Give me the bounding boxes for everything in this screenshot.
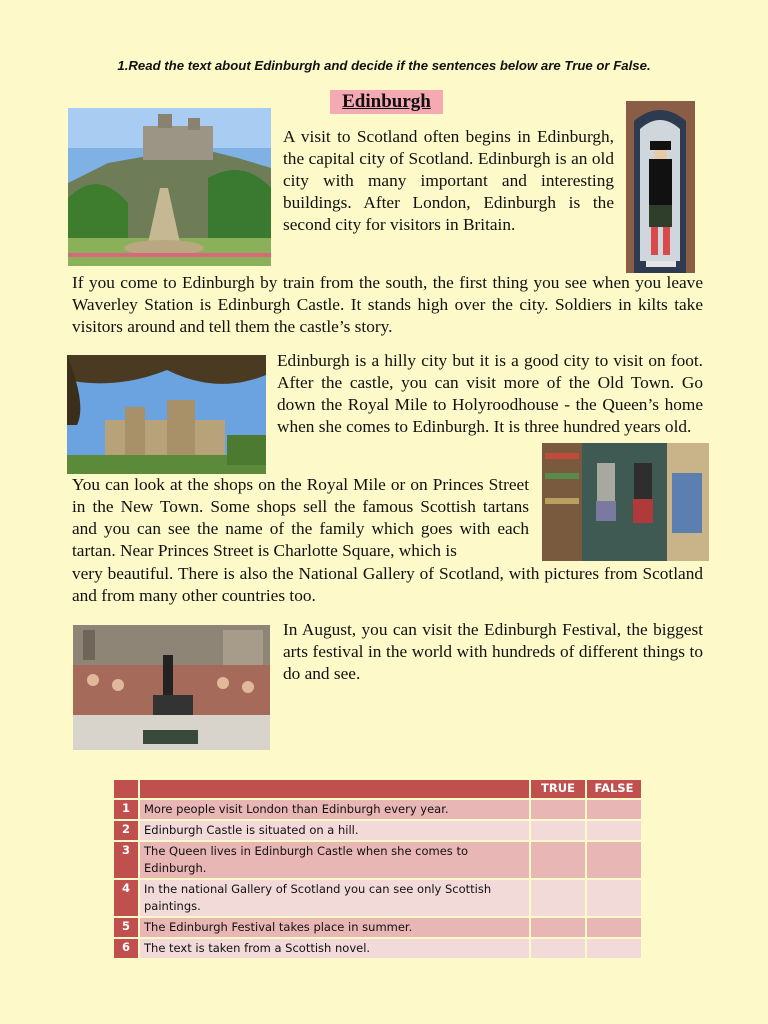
header-false: FALSE	[587, 780, 641, 798]
table-row	[114, 800, 641, 819]
statement-text: Edinburgh Castle is situated on a hill.	[140, 821, 529, 840]
true-answer-cell[interactable]	[531, 821, 585, 840]
table-row	[114, 939, 641, 958]
row-number: 1	[114, 800, 138, 819]
header-statement-cell	[140, 780, 529, 798]
row-number: 5	[114, 918, 138, 937]
paragraph-intro: A visit to Scotland often begins in Edinburgh, the capital city of Scotland. Edinburgh is an old city with many important and interesting buildings. After London, Edinburgh is the second city for visitors in Britain.	[283, 127, 614, 234]
header-number-cell	[114, 780, 138, 798]
paragraph-castle: If you come to Edinburgh by train from the south, the first thing you see when you leave Waverley Station is Edinburgh Castle. It stands high over the city. Soldiers in kilts take visitors around and tell them the castle’s story.	[72, 273, 703, 336]
statement-text: The Queen lives in Edinburgh Castle when she comes to Edinburgh.	[140, 842, 529, 878]
true-answer-cell[interactable]	[531, 800, 585, 819]
table-header-row	[114, 780, 641, 798]
table-row	[114, 918, 641, 937]
table-row	[114, 842, 641, 878]
row-number: 4	[114, 880, 138, 916]
guard-photo	[626, 101, 695, 273]
true-answer-cell[interactable]	[531, 918, 585, 937]
statement-text: In the national Gallery of Scotland you can see only Scottish paintings.	[140, 880, 529, 916]
tartan-shop-photo	[542, 443, 709, 561]
paragraph-festival: In August, you can visit the Edinburgh Festival, the biggest arts festival in the world with hundreds of different things to do and see.	[283, 620, 703, 683]
paragraph-gallery: very beautiful. There is also the National Gallery of Scotland, with pictures from Scotland and from many other countries too.	[72, 564, 703, 605]
header-true: TRUE	[531, 780, 585, 798]
false-answer-cell[interactable]	[587, 918, 641, 937]
row-number: 6	[114, 939, 138, 958]
statement-text: The text is taken from a Scottish novel.	[140, 939, 529, 958]
row-number: 2	[114, 821, 138, 840]
holyroodhouse-photo	[67, 355, 266, 474]
castle-photo	[68, 108, 271, 266]
true-answer-cell[interactable]	[531, 880, 585, 916]
paragraph-old-town: Edinburgh is a hilly city but it is a good city to visit on foot. After the castle, you can visit more of the Old Town. Go down the Royal Mile to Holyroodhouse - the Queen’s home when she comes to Edinburgh. It is three hundred years old.	[277, 351, 703, 436]
table-row	[114, 821, 641, 840]
false-answer-cell[interactable]	[587, 939, 641, 958]
statement-text: The Edinburgh Festival takes place in summer.	[140, 918, 529, 937]
true-false-table	[112, 778, 643, 960]
row-number: 3	[114, 842, 138, 878]
festival-photo	[73, 625, 270, 750]
false-answer-cell[interactable]	[587, 842, 641, 878]
false-answer-cell[interactable]	[587, 800, 641, 819]
true-answer-cell[interactable]	[531, 842, 585, 878]
page-title: Edinburgh	[330, 90, 443, 114]
table-row	[114, 880, 641, 916]
false-answer-cell[interactable]	[587, 821, 641, 840]
paragraph-shops: You can look at the shops on the Royal Mile or on Princes Street in the New Town. Some shops sell the famous Scottish tartans and you can see the name of the family which goes with each tartan. Near Princes Street is Charlotte Square, which is	[72, 475, 529, 560]
false-answer-cell[interactable]	[587, 880, 641, 916]
statement-text: More people visit London than Edinburgh every year.	[140, 800, 529, 819]
instruction: 1.Read the text about Edinburgh and decide if the sentences below are True or False.	[117, 58, 651, 73]
true-answer-cell[interactable]	[531, 939, 585, 958]
